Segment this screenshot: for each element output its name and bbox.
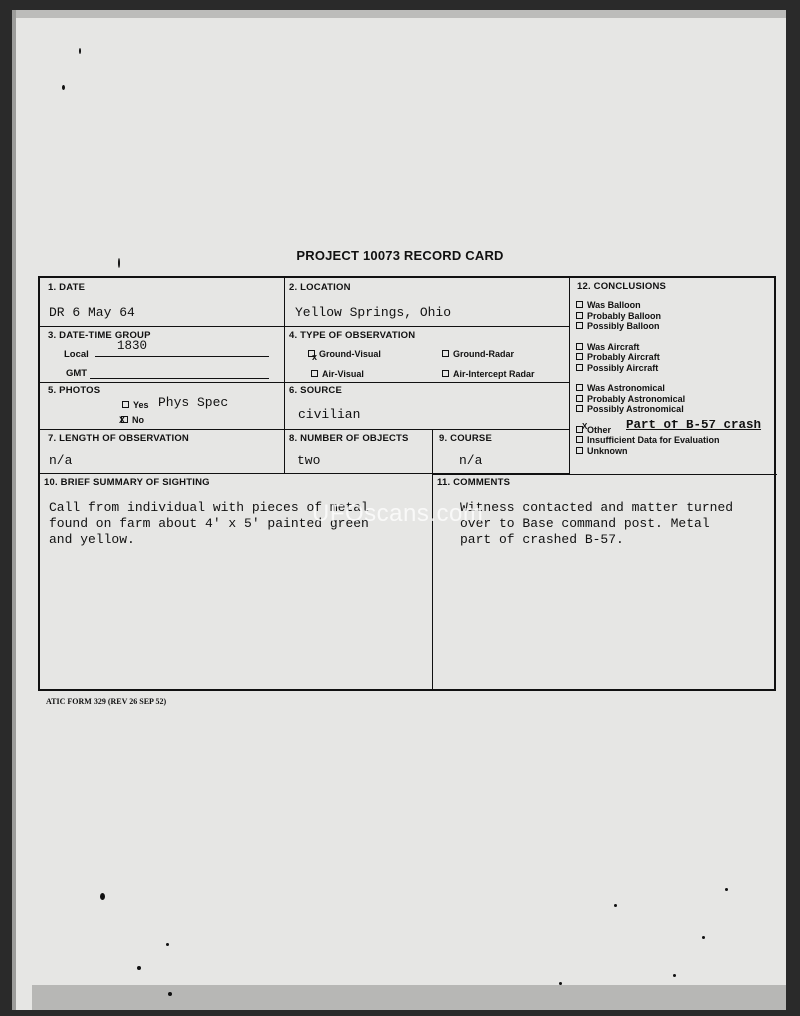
checkbox-other[interactable]: X xyxy=(576,426,583,433)
checkbox-was-astronomical[interactable] xyxy=(576,384,583,391)
conclusion-was-aircraft[interactable]: Was Aircraft xyxy=(576,342,720,353)
option-air-visual[interactable]: Air-Visual xyxy=(311,369,364,379)
scan-speck xyxy=(118,258,120,268)
date-label: 1. DATE xyxy=(48,282,86,293)
conclusions-label: 12. CONCLUSIONS xyxy=(577,281,667,292)
conclusion-possibly-astronomical[interactable]: Possibly Astronomical xyxy=(576,404,720,415)
scan-speck xyxy=(559,982,562,985)
scan-speck xyxy=(673,974,676,977)
checkbox-probably-aircraft[interactable] xyxy=(576,353,583,360)
record-card xyxy=(38,276,776,691)
length-of-observation-value: n/a xyxy=(49,453,73,468)
conclusion-possibly-balloon[interactable]: Possibly Balloon xyxy=(576,321,720,332)
checkbox-air-intercept-radar[interactable] xyxy=(442,370,449,377)
checkbox-was-aircraft[interactable] xyxy=(576,343,583,350)
conclusions-list xyxy=(576,300,762,456)
location-value: Yellow Springs, Ohio xyxy=(295,305,452,320)
number-of-objects-value: two xyxy=(297,453,321,468)
brief-summary-line-3: and yellow. xyxy=(49,532,135,547)
gmt-underline xyxy=(90,378,269,379)
checkbox-air-visual[interactable] xyxy=(311,370,318,377)
conclusion-other[interactable]: X Other Part of B-57 crash xyxy=(576,425,720,436)
date-time-group-label: 3. DATE-TIME GROUP xyxy=(48,330,151,341)
scan-speck xyxy=(702,936,705,939)
conclusion-probably-astronomical[interactable]: Probably Astronomical xyxy=(576,394,720,405)
comments-line-1: Witness contacted and matter turned xyxy=(460,500,734,515)
location-label: 2. LOCATION xyxy=(289,282,351,293)
conclusion-probably-aircraft[interactable]: Probably Aircraft xyxy=(576,352,720,363)
type-of-observation-label: 4. TYPE OF OBSERVATION xyxy=(289,330,416,341)
watermark: UFOscans.com xyxy=(312,500,484,527)
brief-summary-label: 10. BRIEF SUMMARY OF SIGHTING xyxy=(44,477,210,488)
scan-speck xyxy=(168,992,172,996)
scan-speck xyxy=(100,893,105,900)
source-value: civilian xyxy=(298,407,361,422)
checkbox-unknown[interactable] xyxy=(576,447,583,454)
photos-cell xyxy=(40,383,285,430)
checkbox-possibly-astronomical[interactable] xyxy=(576,405,583,412)
form-number: ATIC FORM 329 (REV 26 SEP 52) xyxy=(46,697,167,706)
scan-speck xyxy=(79,48,81,54)
scan-speck xyxy=(166,943,169,946)
length-of-observation-label: 7. LENGTH OF OBSERVATION xyxy=(48,433,189,444)
checkbox-insufficient-data[interactable] xyxy=(576,436,583,443)
checkbox-possibly-aircraft[interactable] xyxy=(576,364,583,371)
conclusion-probably-balloon[interactable]: Probably Balloon xyxy=(576,311,720,322)
course-value: n/a xyxy=(459,453,483,468)
date-cell xyxy=(40,278,285,327)
checkbox-ground-radar[interactable] xyxy=(442,350,449,357)
course-cell xyxy=(433,430,570,474)
photos-label: 5. PHOTOS xyxy=(48,385,101,396)
location-cell xyxy=(285,278,570,327)
type-of-observation-cell xyxy=(285,327,570,383)
option-ground-radar[interactable]: Ground-Radar xyxy=(442,349,514,359)
date-time-group-cell xyxy=(40,327,285,383)
local-time-value: 1830 xyxy=(117,339,148,353)
local-underline xyxy=(95,356,269,357)
conclusion-unknown[interactable]: Unknown xyxy=(576,446,720,457)
comments-cell xyxy=(433,474,777,691)
option-air-intercept-radar[interactable]: Air-Intercept Radar xyxy=(442,369,535,379)
brief-summary-line-2: found on farm about 4' x 5' painted green xyxy=(49,516,369,531)
date-value: DR 6 May 64 xyxy=(49,305,135,320)
course-label: 9. COURSE xyxy=(439,433,493,444)
scan-speck xyxy=(62,85,65,90)
scan-speck xyxy=(614,904,617,907)
photos-note: Phys Spec xyxy=(158,395,229,410)
number-of-objects-label: 8. NUMBER OF OBJECTS xyxy=(289,433,409,444)
scan-edge-left xyxy=(12,10,16,1010)
comments-line-3: part of crashed B-57. xyxy=(460,532,624,547)
source-label: 6. SOURCE xyxy=(289,385,343,396)
conclusion-was-astronomical[interactable]: Was Astronomical xyxy=(576,383,720,394)
brief-summary-line-1: Call from individual with pieces of metal xyxy=(49,500,369,515)
checkbox-photos-yes[interactable] xyxy=(122,401,129,408)
checkbox-was-balloon[interactable] xyxy=(576,301,583,308)
scan-speck xyxy=(725,888,728,891)
scan-edge-bottom xyxy=(32,985,786,1010)
scan-speck xyxy=(137,966,141,970)
gmt-label: GMT xyxy=(66,368,88,379)
checkbox-ground-visual[interactable]: x xyxy=(308,350,315,357)
checkbox-photos-no[interactable] xyxy=(121,416,128,423)
form-title: PROJECT 10073 RECORD CARD xyxy=(296,248,504,263)
conclusion-possibly-aircraft[interactable]: Possibly Aircraft xyxy=(576,363,720,374)
conclusion-was-balloon[interactable]: Was Balloon xyxy=(576,300,720,311)
checkbox-probably-balloon[interactable] xyxy=(576,312,583,319)
checkbox-possibly-balloon[interactable] xyxy=(576,322,583,329)
comments-label: 11. COMMENTS xyxy=(437,477,511,488)
option-photos-yes[interactable]: Yes xyxy=(122,400,149,410)
scan-edge-top xyxy=(12,10,786,18)
option-ground-visual[interactable]: x Ground-Visual xyxy=(308,349,381,359)
length-of-observation-cell xyxy=(40,430,285,474)
number-of-objects-cell xyxy=(285,430,433,474)
source-cell xyxy=(285,383,570,430)
other-conclusion-value: Part of B-57 crash xyxy=(626,419,762,430)
checkbox-probably-astronomical[interactable] xyxy=(576,395,583,402)
conclusion-insufficient-data[interactable]: Insufficient Data for Evaluation xyxy=(576,435,720,446)
local-label: Local xyxy=(64,349,89,360)
comments-line-2: over to Base command post. Metal xyxy=(460,516,710,531)
option-photos-no[interactable]: X No xyxy=(119,415,145,425)
